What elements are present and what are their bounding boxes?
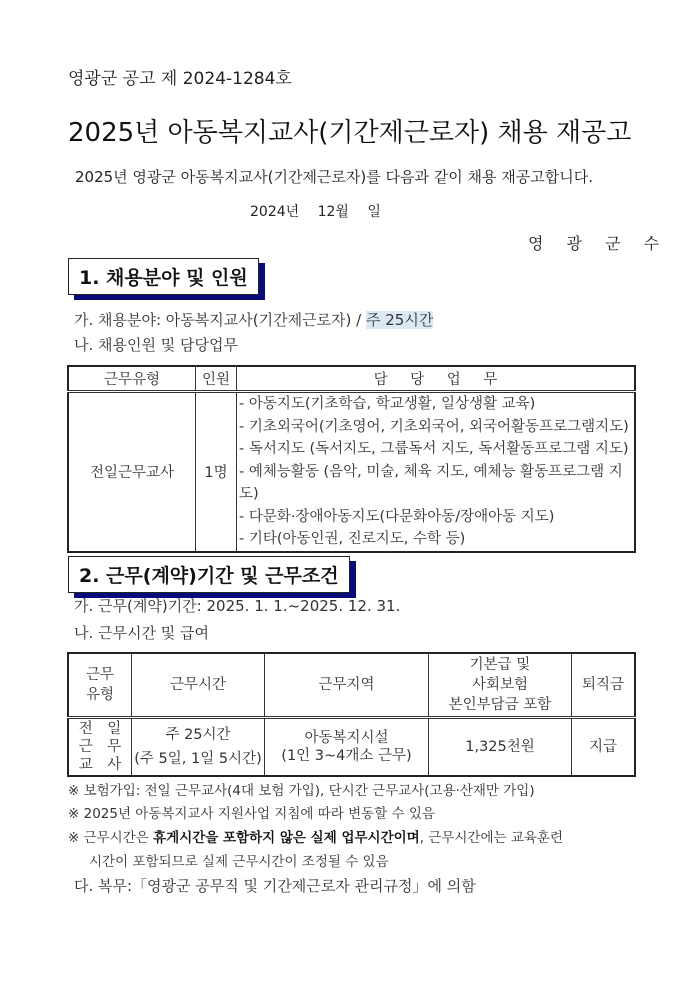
section2-heading: 2. 근무(계약)기간 및 근무조건 — [68, 556, 350, 593]
cell-type — [68, 718, 132, 777]
notice-date: 2024년 12월 일 — [250, 204, 381, 220]
cell-pay: 1,325천원 — [429, 718, 572, 777]
header-duties: 담 당 업 무 — [237, 366, 636, 392]
header-line: 본인부담금 포함 — [448, 697, 552, 713]
duty-item: - 독서지도 (독서지도, 그룹독서 지도, 독서활동프로그램 지도) — [239, 441, 629, 457]
header-pay — [429, 653, 572, 718]
cell-location — [265, 718, 429, 777]
duty-item: - 기초외국어(기초영어, 기초외국어, 외국어활동프로그램지도) — [239, 418, 629, 435]
header-location: 근무지역 — [265, 653, 429, 718]
type-line: 근 무 — [78, 739, 122, 755]
header-count: 인원 — [196, 366, 237, 392]
header-hours: 근무시간 — [132, 653, 265, 718]
note-text: , 근무시간에는 교육훈련 — [419, 830, 563, 846]
header-work-type — [68, 653, 132, 718]
type-line: 전 일 — [78, 721, 122, 737]
header-line: 유형 — [85, 687, 114, 703]
type-line: 교 사 — [78, 757, 122, 773]
note-guideline: ※ 2025년 아동복지교사 지원사업 지침에 따라 변동할 수 있음 — [68, 806, 435, 822]
duty-item: - 다문화·장애아동지도(다문화아동/장애아동 지도) — [239, 508, 555, 525]
header-type: 근무유형 — [68, 366, 196, 392]
conditions-table — [67, 652, 636, 777]
field-line-text: 가. 채용분야: 아동복지교사(기간제근로자) / — [74, 311, 366, 329]
duty-item: - 예체능활동 (음악, 미술, 체육 지도, 예체능 활동프로그램 지도) — [239, 463, 623, 502]
subtitle: 2025년 영광군 아동복지교사(기간제근로자)를 다음과 같이 채용 재공고합니다. — [75, 168, 593, 186]
hours-line: (주 5일, 1일 5시간) — [134, 751, 262, 767]
section1-heading: 1. 채용분야 및 인원 — [68, 258, 259, 295]
note-insurance: ※ 보험가입: 전일 근무교사(4대 보험 가입), 단시간 근무교사(고용·산재만 가입) — [68, 783, 535, 799]
cell-hours — [132, 718, 265, 777]
note-hours-line2: 시간이 포함되므로 실제 근무시간이 조정될 수 있음 — [89, 854, 389, 870]
note-hours — [68, 826, 563, 846]
header-line: 근무 — [85, 667, 114, 683]
location-line: (1인 3~4개소 근무) — [281, 748, 412, 764]
note-bold: 휴게시간을 포함하지 않은 실제 업무시간이며 — [153, 830, 420, 846]
location-line: 아동복지시설 — [304, 730, 389, 746]
hours-line: 주 25시간 — [165, 727, 231, 743]
note-text: ※ 근무시간은 — [68, 830, 154, 846]
service-line: 다. 복무:「영광군 공무직 및 기간제근로자 관리규정」에 의함 — [74, 877, 476, 895]
table-row — [68, 718, 635, 777]
duties-table — [67, 365, 636, 553]
duty-item: - 아동지도(기초학습, 학교생활, 일상생활 교육) — [239, 396, 536, 412]
page-title: 2025년 아동복지교사(기간제근로자) 채용 재공고 — [68, 118, 632, 148]
header-line: 사회보험 — [471, 677, 529, 693]
staff-line: 나. 채용인원 및 담당업무 — [74, 336, 238, 354]
field-line — [74, 309, 433, 330]
table-row — [68, 392, 635, 552]
duty-item: - 기타(아동인권, 진로지도, 수학 등) — [239, 531, 466, 547]
cell-severance: 지급 — [572, 718, 636, 777]
header-line: 기본급 및 — [469, 657, 531, 673]
field-hours: 주 25시간 — [365, 311, 434, 329]
notice-number: 영광군 공고 제 2024-1284호 — [68, 69, 292, 89]
cell-type: 전일근무교사 — [68, 392, 196, 552]
header-severance: 퇴직금 — [572, 653, 636, 718]
hours-line: 나. 근무시간 및 급여 — [74, 624, 209, 642]
cell-count: 1명 — [196, 392, 237, 552]
issuer: 영 광 군 수 — [528, 234, 669, 253]
cell-duties — [237, 392, 636, 552]
period-line: 가. 근무(계약)기간: 2025. 1. 1.~2025. 12. 31. — [74, 597, 401, 615]
